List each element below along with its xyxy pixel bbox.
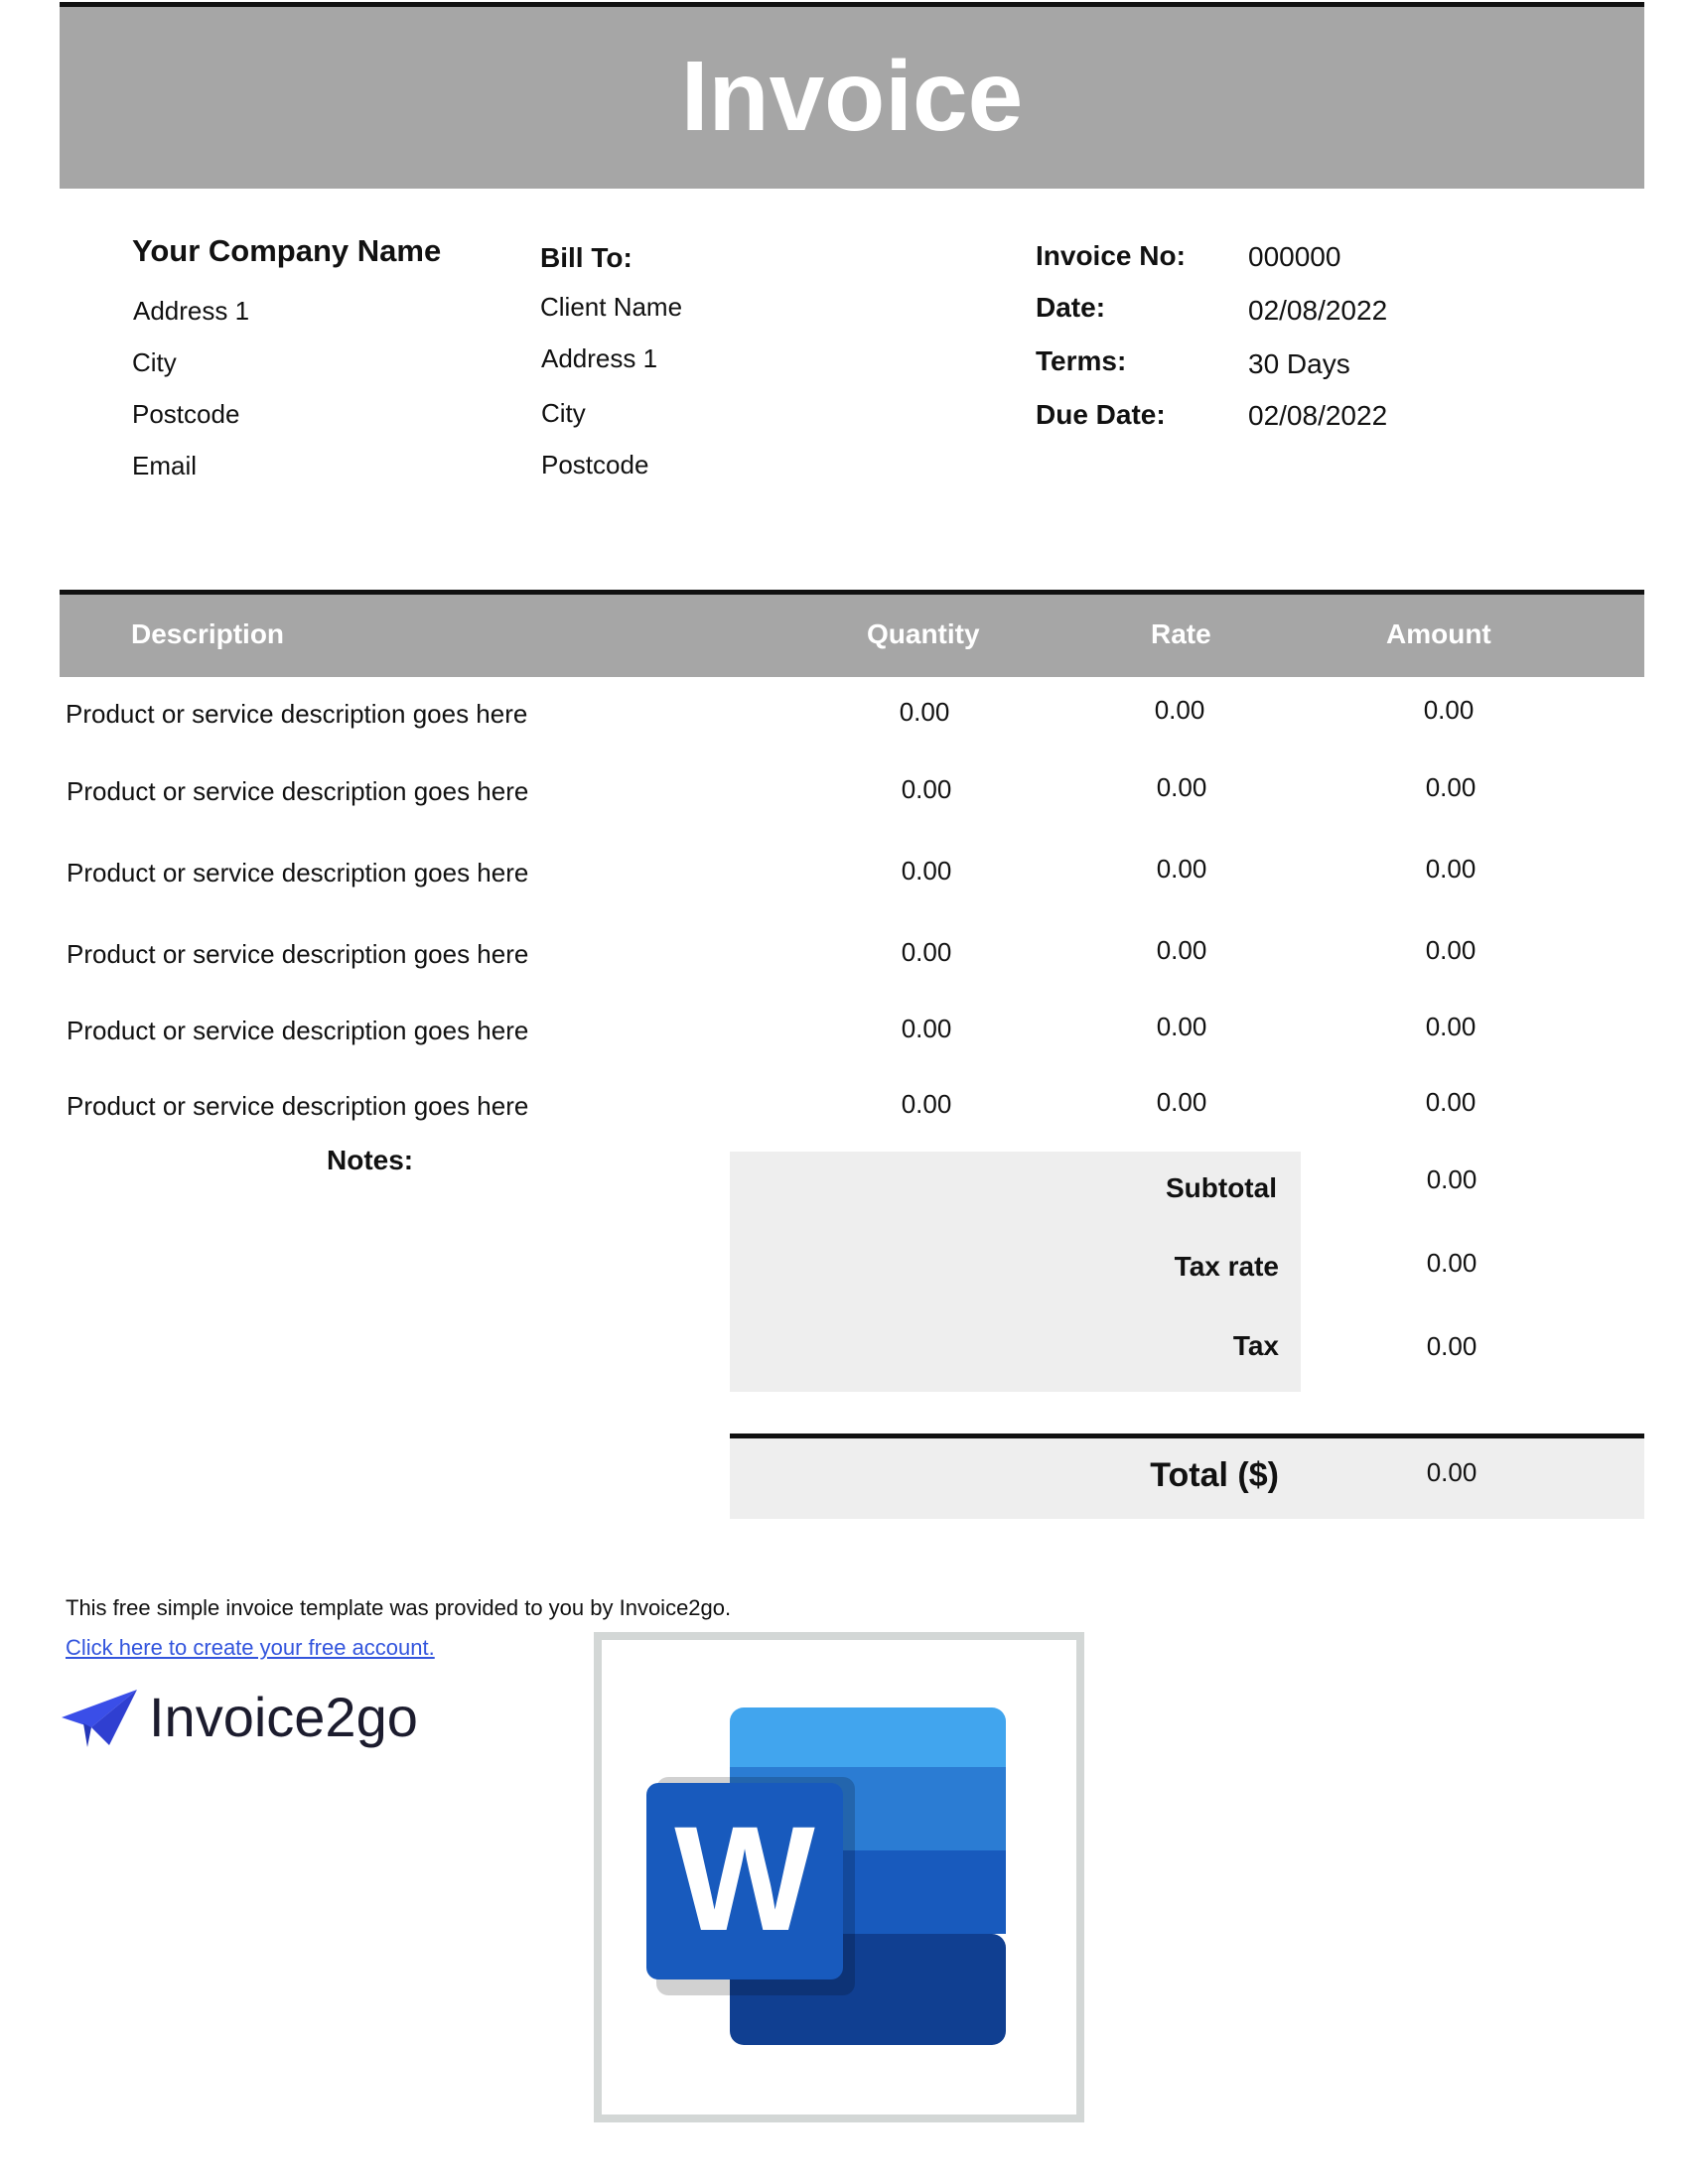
client-city: City <box>541 398 586 428</box>
row-amount: 0.00 <box>1423 695 1475 725</box>
terms-value: 30 Days <box>1248 348 1350 379</box>
row-amount: 0.00 <box>1425 1087 1477 1117</box>
footer-note: This free simple invoice template was provided to you by Invoice2go. <box>66 1595 732 1620</box>
column-header-amount: Amount <box>1386 618 1491 649</box>
client-address: Address 1 <box>541 343 658 373</box>
word-icon-letter: W <box>674 1795 815 1962</box>
column-header-quantity: Quantity <box>867 618 980 649</box>
notes-label: Notes: <box>327 1145 414 1175</box>
due-date-value: 02/08/2022 <box>1248 400 1388 431</box>
client-postcode: Postcode <box>541 450 649 479</box>
bill-to-label: Bill To: <box>540 242 633 273</box>
row-rate: 0.00 <box>1156 935 1207 965</box>
tax-rate-value: 0.00 <box>1426 1248 1477 1278</box>
company-name: Your Company Name <box>132 233 442 268</box>
row-description: Product or service description goes here <box>67 939 529 969</box>
subtotal-label: Subtotal <box>1166 1172 1277 1203</box>
row-description: Product or service description goes here <box>67 1016 529 1045</box>
row-rate: 0.00 <box>1156 854 1207 884</box>
invoice-title: Invoice <box>680 41 1024 152</box>
row-quantity: 0.00 <box>899 697 950 727</box>
date-label: Date: <box>1036 292 1106 323</box>
company-address: Address 1 <box>133 296 250 326</box>
due-date-label: Due Date: <box>1036 399 1166 430</box>
row-amount: 0.00 <box>1425 935 1477 965</box>
row-rate: 0.00 <box>1156 772 1207 802</box>
row-amount: 0.00 <box>1425 1012 1477 1041</box>
column-header-description: Description <box>131 618 285 649</box>
tax-value: 0.00 <box>1426 1331 1477 1361</box>
word-document-icon <box>646 1707 1016 2055</box>
tax-rate-label: Tax rate <box>1174 1251 1279 1282</box>
company-postcode: Postcode <box>132 399 240 429</box>
row-description: Product or service description goes here <box>67 776 529 806</box>
company-email: Email <box>132 451 198 480</box>
column-header-rate: Rate <box>1151 618 1211 649</box>
create-account-link[interactable]: Click here to create your free account. <box>66 1635 435 1660</box>
row-description: Product or service description goes here <box>66 699 528 729</box>
row-rate: 0.00 <box>1156 1087 1207 1117</box>
date-value: 02/08/2022 <box>1248 295 1388 326</box>
row-rate: 0.00 <box>1156 1012 1207 1041</box>
subtotal-value: 0.00 <box>1426 1164 1477 1194</box>
row-description: Product or service description goes here <box>67 1091 529 1121</box>
row-quantity: 0.00 <box>901 774 952 804</box>
row-amount: 0.00 <box>1425 854 1477 884</box>
invoice2go-logo-text: Invoice2go <box>149 1686 418 1748</box>
row-quantity: 0.00 <box>901 1014 952 1043</box>
row-quantity: 0.00 <box>901 856 952 886</box>
paper-plane-icon <box>62 1688 139 1749</box>
client-name: Client Name <box>540 292 683 322</box>
terms-label: Terms: <box>1036 345 1127 376</box>
word-icon-frame <box>594 1632 1084 2122</box>
invoice-no-value: 000000 <box>1248 241 1341 272</box>
row-quantity: 0.00 <box>901 937 952 967</box>
invoice-no-label: Invoice No: <box>1036 240 1186 271</box>
row-amount: 0.00 <box>1425 772 1477 802</box>
row-description: Product or service description goes here <box>67 858 529 887</box>
total-label: Total ($) <box>1150 1456 1279 1494</box>
company-city: City <box>132 347 177 377</box>
total-value: 0.00 <box>1426 1457 1477 1487</box>
row-quantity: 0.00 <box>901 1089 952 1119</box>
tax-label: Tax <box>1232 1330 1279 1361</box>
row-rate: 0.00 <box>1154 695 1205 725</box>
